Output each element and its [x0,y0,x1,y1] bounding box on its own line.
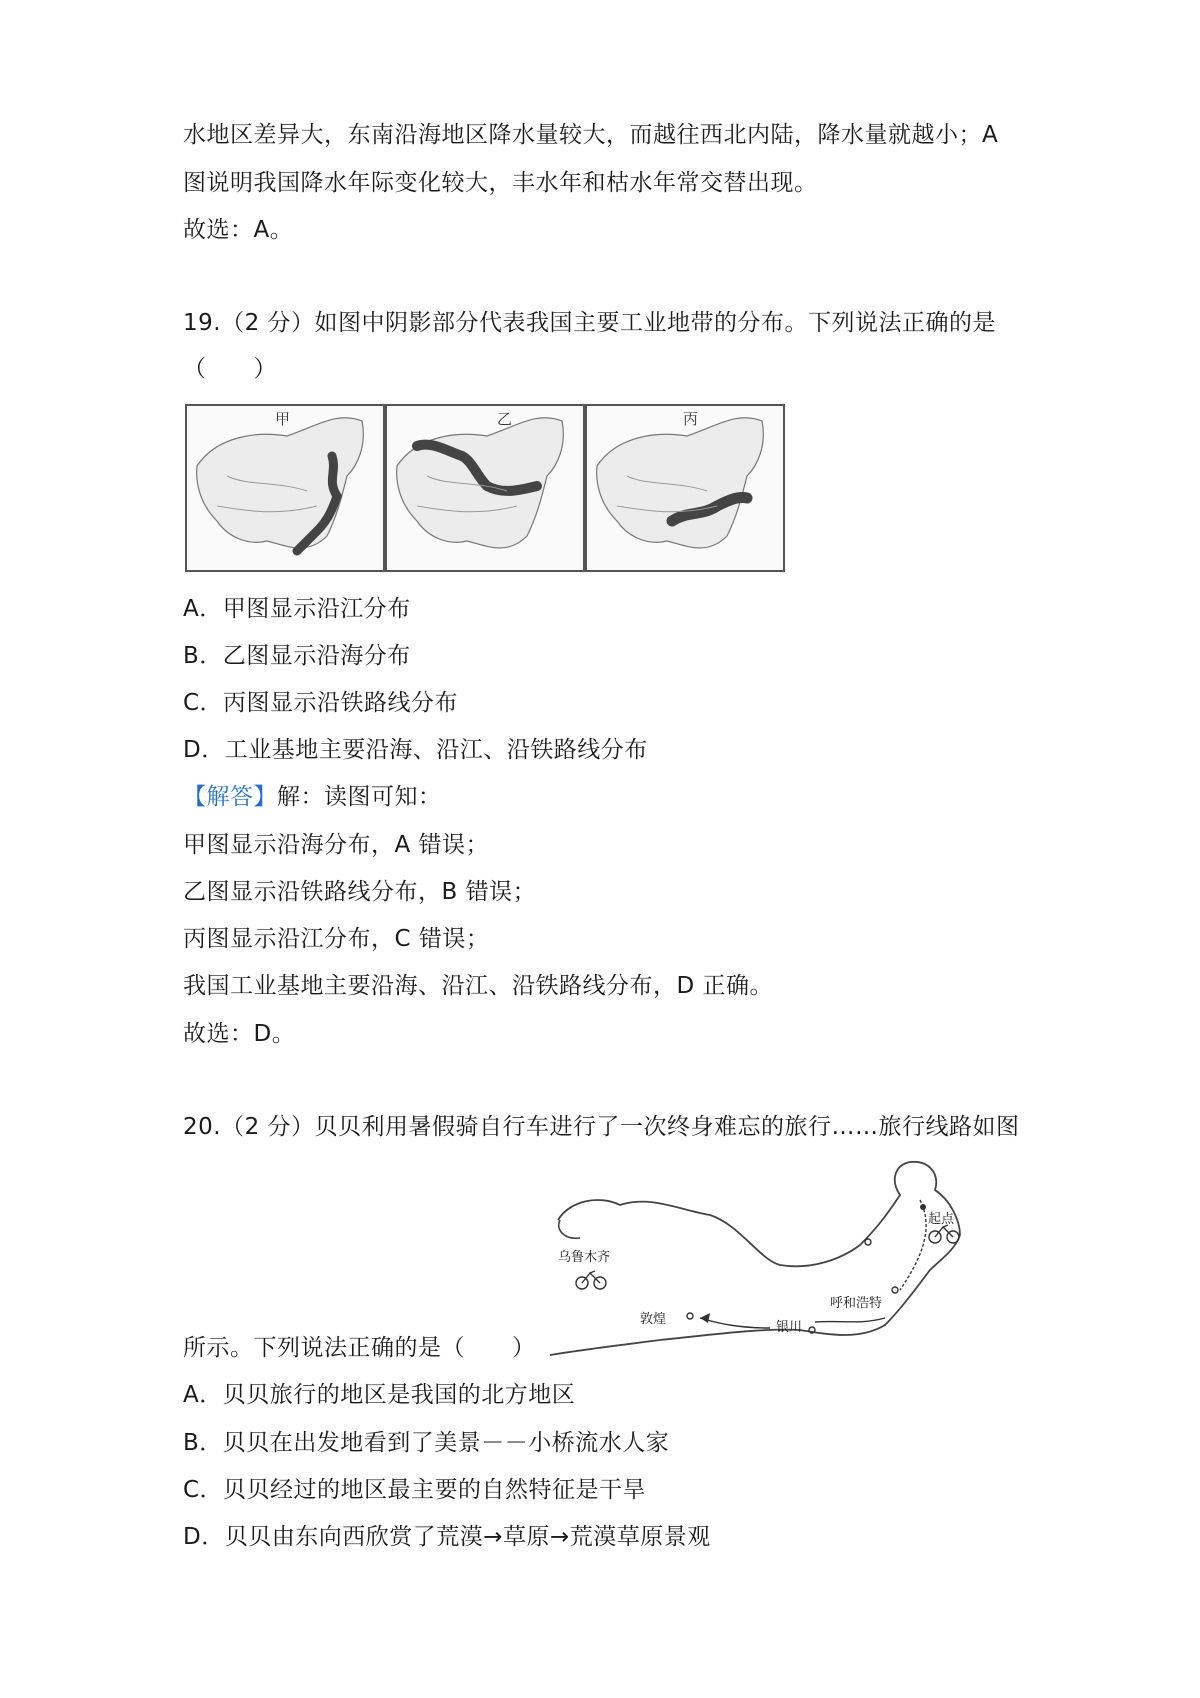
solution-line: 我国工业基地主要沿海、沿江、沿铁路线分布，D 正确。 [183,973,774,999]
question-20-continued: 所示。下列说法正确的是（ ） [183,1335,536,1361]
question-19-stem: 19.（2 分）如图中阴影部分代表我国主要工业地带的分布。下列说法正确的是 [183,310,997,336]
option-d: D．工业基地主要沿海、沿江、沿铁路线分布 [183,737,648,763]
map-yi-label: 乙 [497,410,513,428]
solution-line: 丙图显示沿江分布，C 错误； [183,926,490,952]
bicycle-icon [929,1225,959,1243]
map-bing-label: 丙 [683,410,699,428]
question-19-blank: （ ） [183,356,277,382]
industrial-belt-maps [185,404,787,570]
option-b: B．乙图显示沿海分布 [183,643,411,669]
text-line: 水地区差异大，东南沿海地区降水量较大，而越往西北内陆，降水量就越小；A [183,122,999,148]
text-line: 图说明我国降水年际变化较大，丰水年和枯水年常交替出现。 [183,170,818,196]
solution-line: 甲图显示沿海分布，A 错误； [183,832,490,858]
travel-route-map [540,1150,990,1360]
option-b: B．贝贝在出发地看到了美景－－小桥流水人家 [183,1430,670,1456]
yinchuan-label: 银川 [776,1320,803,1335]
bicycle-icon [576,1271,606,1289]
map-bing [585,404,785,572]
map-jia [185,404,385,572]
map-jia-label: 甲 [275,410,291,428]
urumqi-label: 乌鲁木齐 [558,1250,611,1265]
question-20-stem: 20.（2 分）贝贝利用暑假骑自行车进行了一次终身难忘的旅行……旅行线路如图 [183,1114,1020,1140]
solution-intro: 解：读图可知： [277,784,442,810]
option-c: C．贝贝经过的地区最主要的自然特征是干旱 [183,1477,647,1503]
option-a: A．甲图显示沿江分布 [183,596,411,622]
option-c: C．丙图显示沿铁路线分布 [183,690,459,716]
option-d: D．贝贝由东向西欣赏了荒漠→草原→荒漠草原景观 [183,1524,711,1550]
hohhot-label: 呼和浩特 [830,1296,883,1311]
option-a: A．贝贝旅行的地区是我国的北方地区 [183,1382,576,1408]
solution-tag: 【解答】 [183,784,277,810]
answer-line: 故选：D。 [183,1021,296,1047]
start-label: 起点 [928,1212,955,1227]
solution-line: 乙图显示沿铁路线分布，B 错误； [183,879,537,905]
answer-line: 故选：A。 [183,217,294,243]
dunhuang-label: 敦煌 [640,1312,667,1327]
map-yi [385,404,585,572]
solution-header [183,782,442,812]
